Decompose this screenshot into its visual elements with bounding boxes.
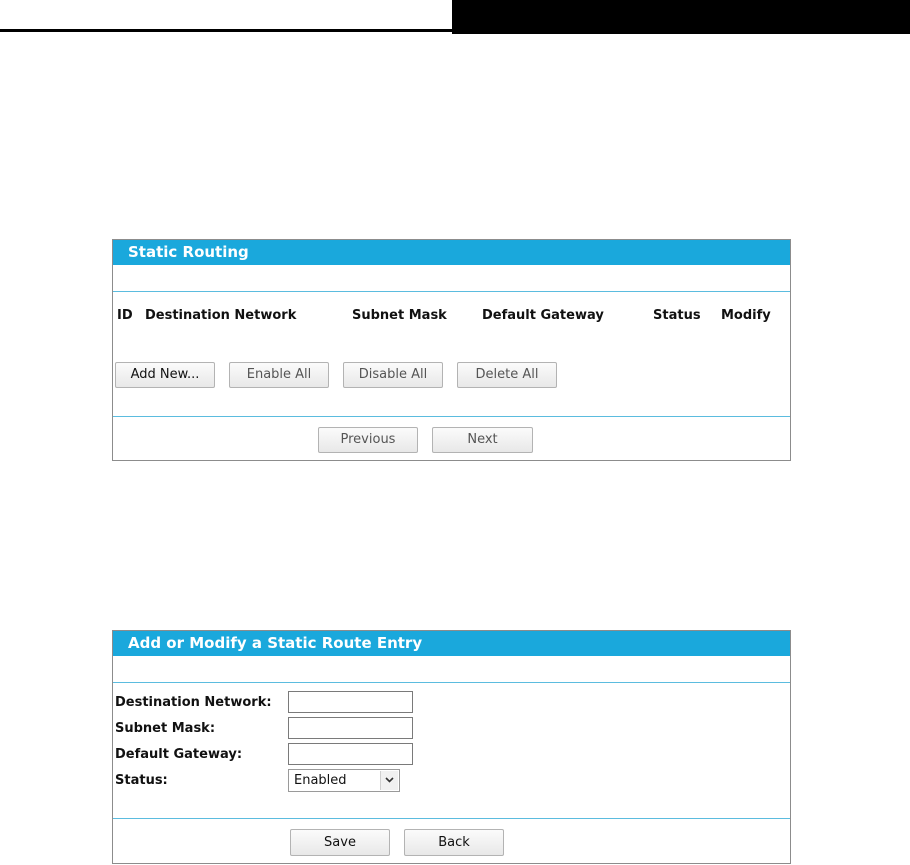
table-header-row xyxy=(113,308,790,360)
form-actions-row xyxy=(113,818,790,865)
column-header-modify: Modify xyxy=(721,308,771,323)
column-header-destination: Destination Network xyxy=(145,308,297,323)
column-header-id: ID xyxy=(117,308,133,323)
column-header-status: Status xyxy=(653,308,701,323)
previous-button[interactable]: Previous xyxy=(318,427,418,453)
save-button[interactable]: Save xyxy=(290,829,390,856)
default-gateway-label: Default Gateway: xyxy=(115,747,243,762)
pagination-row xyxy=(113,416,790,461)
subnet-mask-input[interactable] xyxy=(288,717,413,739)
add-new-button[interactable]: Add New... xyxy=(115,362,215,388)
delete-all-button[interactable]: Delete All xyxy=(457,362,557,388)
panel-spacer xyxy=(113,265,790,292)
panel-title: Static Routing xyxy=(113,240,790,265)
action-buttons-row xyxy=(113,360,790,416)
chevron-down-icon[interactable] xyxy=(380,771,398,790)
disable-all-button[interactable]: Disable All xyxy=(343,362,443,388)
enable-all-button[interactable]: Enable All xyxy=(229,362,329,388)
panel-spacer xyxy=(113,656,790,683)
destination-network-input[interactable] xyxy=(288,691,413,713)
status-label: Status: xyxy=(115,773,168,788)
subnet-mask-label: Subnet Mask: xyxy=(115,721,216,736)
next-button[interactable]: Next xyxy=(432,427,533,453)
header-underline xyxy=(0,29,452,32)
back-button[interactable]: Back xyxy=(404,829,504,856)
column-header-subnet: Subnet Mask xyxy=(352,308,447,323)
status-select[interactable] xyxy=(288,769,400,792)
route-entry-form xyxy=(113,683,790,818)
status-selected-value: Enabled xyxy=(294,773,347,788)
panel-title: Add or Modify a Static Route Entry xyxy=(113,631,790,656)
route-entry-panel xyxy=(112,630,791,864)
header-dark-block xyxy=(452,0,910,34)
default-gateway-input[interactable] xyxy=(288,743,413,765)
static-routing-panel xyxy=(112,239,791,461)
destination-network-label: Destination Network: xyxy=(115,695,272,710)
column-header-gateway: Default Gateway xyxy=(482,308,604,323)
